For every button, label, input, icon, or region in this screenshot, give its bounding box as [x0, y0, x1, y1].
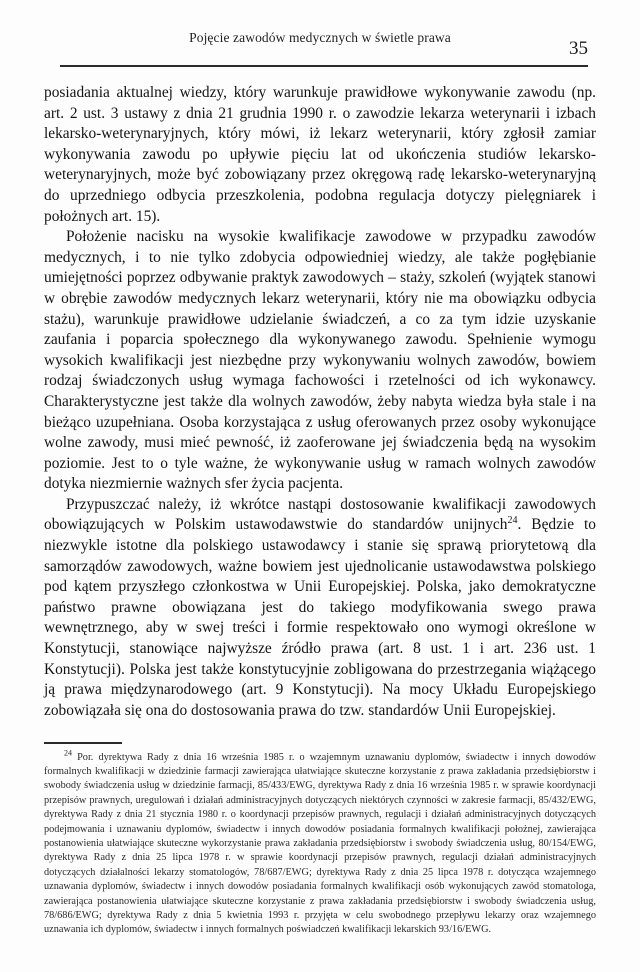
- paragraph-qualifications: Położenie nacisku na wysokie kwalifikacje zawodowe w przypadku zawodów medycznych, i to nie tylko zdobycia odpowiedniej wiedzy, ale także pogłębianie umiejętności poprzez odbywanie praktyk zawodowych – staży, szkoleń (wyjątek stanowi w obrębie zawodów medycznych lekarz weterynarii, który nie ma obowiązku odbycia stażu), warunkuje prawidłowe udzielanie świadczeń, a co za tym idzie uzyskanie zaufania i poparcia społecznego dla wykonywanego zawodu. Spełnienie wymogu wysokich kwalifikacji jest niezbędne przy wykonywaniu wolnych zawodów, bowiem rodzaj świadczonych usług wymaga fachowości i rzetelności od ich wykonawcy. Charakterystyczne jest także dla wolnych zawodów, żeby nabyta wiedza była stale i na bieżąco uzupełniana. Osoba korzystająca z usług oferowanych przez osoby wykonujące wolne zawody, musi mieć pewność, iż zaoferowane jej świadczenia będą na wysokim poziomie. Jest to o tyle ważne, że wykonywanie usług w ramach wolnych zawodów dotyka niezmiernie ważnych sfer życia pacjenta.: [44, 228, 596, 493]
- body-text-column: [38, 83, 602, 721]
- footnote-body-text: Por. dyrektywa Rady z dnia 16 września 1985 r. o wzajemnym uznawaniu dyplomów, świadectw i innych dowodów formalnych kwalifikacji w dziedzinie farmacji zawierająca ułatwiające skuteczne korzystanie z prawa zakładania przedsiębiorstw i swobody świadczenia usług w dziedzinie farmacji, 85/433/EWG, dyrektywa Rady z dnia 16 września 1985 r. w sprawie koordynacji przepisów prawnych, uregulowań i działań administracyjnych dotyczących niektórych czynności w zakresie farmacji, 85/432/EWG, dyrektywa Rady z dnia 21 stycznia 1980 r. o koordynacji przepisów prawnych, regulacji i działań administracyjnych dotyczących podejmowania i uznawaniu dyplomów, świadectw i innych dowodów posiadania formalnych kwalifikacji położnej, zawierająca postanowienia ułatwiające skuteczne wykorzystanie prawa zakładania przedsiębiorstw i swobody świadczenia usług, 80/154/EWG, dyrektywa Rady z dnia 25 lipca 1978 r. w sprawie koordynacji przepisów prawnych, regulacji działań administracyjnych dotyczących działalności lekarzy stomatologów, 78/687/EWG; dyrektywa Rady z dnia 25 lipca 1978 r. dotycząca wzajemnego uznawania dyplomów, świadectw i innych dowodów posiadania formalnych kwalifikacji osób wykonujących zawód stomatologa, zawierająca postanowienia ułatwiające skuteczne korzystanie z prawa zakładania przedsiębiorstw i swobody świadczenia usług, 78/686/EWG; dyrektywa Rady z dnia 5 kwietnia 1993 r. przyjęta w celu swobodnego przepływu lekarzy oraz wzajemnego uznawania ich dyplomów, świadectw i innych formalnych poświadczeń kwalifikacji lekarskich 93/16/EWG.: [44, 751, 596, 936]
- footnote-block: [38, 742, 602, 938]
- paragraph-continued: posiadania aktualnej wiedzy, który warunkuje prawidłowe wykonywanie zawodu (np. art. 2 ust. 3 ustawy z dnia 21 grudnia 1990 r. o zawodzie lekarza weterynarii i izbach lekarsko-weterynaryjnych, który mówi, iż lekarz weterynarii, który zgłosił zamiar wykonywania zawodu po upływie pięciu lat od ukończenia studiów lekarsko-weterynaryjnych, może być zobowiązany przez okręgową radę lekarsko-weterynaryjną do uprzedniego odbycia przeszkolenia, podobna regulacja dotyczy pielęgniarek i położnych art. 15).: [44, 84, 596, 225]
- footnote-separator-rule: [44, 742, 122, 744]
- footnote-reference-marker: 24: [507, 515, 518, 527]
- footnote-entry: [38, 748, 602, 938]
- footnote-number: 24: [64, 748, 72, 758]
- paragraph-text-after-footnote-ref: . Będzie to niezwykle istotne dla polskiego ustawodawcy i stanie się sprawą priorytetową dla samorządów zawodowych, ważne bowiem jest ujednolicanie ustawodawstwa polskiego pod kątem przyszłego członkostwa w Unii Europejskiej. Polska, jako demokratyczne państwo prawne obowiązana jest do takiego modyfikowania swego prawa wewnętrznego, aby w swej treści i formie respektowało ono wymogi określone w Konstytucji, stanowiące najwyższe źródło prawa (art. 8 ust. 1 i art. 236 ust. 1 Konstytucji). Polska jest także konstytucyjnie zobligowana do przestrzegania wiążącego ją prawa międzynarodowego (art. 9 Konstytucji). Na mocy Układu Europejskiego zobowiązała się ona do dostosowania prawa do tzw. standardów Unii Europejskiej.: [44, 516, 597, 719]
- running-header-title: Pojęcie zawodów medycznych w świetle prawa: [189, 30, 451, 45]
- running-header: [38, 0, 602, 60]
- header-rule: [60, 65, 588, 67]
- page-number: 35: [569, 38, 588, 59]
- paragraph-eu-standards: [44, 495, 596, 722]
- paragraph-text-before-footnote-ref: Przypuszczać należy, iż wkrótce nastąpi dostosowanie kwalifikacji zawodowych obowiązujących w Polskim ustawodawstwie do standardów unijnych: [44, 495, 596, 534]
